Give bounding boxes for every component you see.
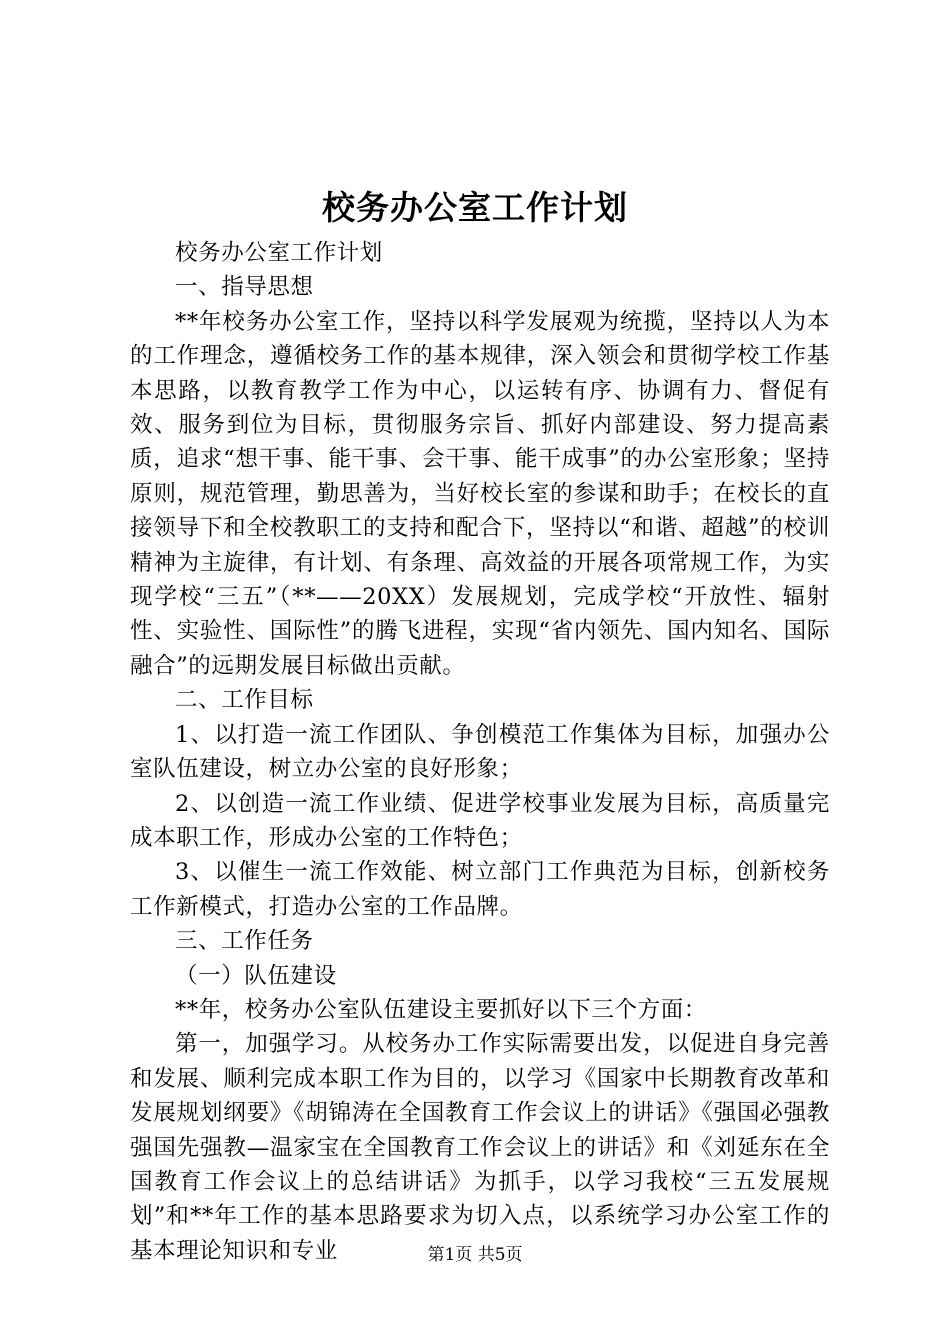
section-heading-work-goals: 二、工作目标: [175, 687, 314, 714]
paragraph-goal-2: 2、以创造一流工作业绩、促进学校事业发展为目标，高质量完成本职工作，形成办公室的工作特色；: [130, 790, 830, 851]
document-title: 校务办公室工作计划: [322, 188, 628, 227]
paragraph-team-building-intro: **年，校务办公室队伍建设主要抓好以下三个方面：: [175, 996, 707, 1023]
document-body: [130, 236, 830, 1268]
paragraph-strengthen-learning: 第一，加强学习。从校务办工作实际需要出发，以促进自身完善和发展、顺利完成本职工作为目的，以学习《国家中长期教育改革和发展规划纲要》《胡锦涛在全国教育工作会议上的讲话》《强国必强教强国先强教—温家宝在全国教育工作会议上的讲话》和《刘延东在全国教育工作会议上的总结讲话》为抓手，以学习我校“三五发展规划”和**年工作的基本思路要求为切入点，以系统学习办公室工作的基本理论知识和专业: [130, 1031, 830, 1264]
page-footer: 第1页 共5页: [427, 1245, 523, 1265]
paragraph-goal-1: 1、以打造一流工作团队、争创模范工作集体为目标，加强办公室队伍建设，树立办公室的良好形象；: [130, 721, 830, 783]
paragraph-subtitle: 校务办公室工作计划: [175, 240, 383, 266]
section-heading-work-tasks: 三、工作任务: [175, 928, 314, 955]
section-heading-guiding-thought: 一、指导思想: [175, 274, 314, 301]
subsection-heading-team-building: （一）队伍建设: [175, 962, 337, 989]
paragraph-goal-3: 3、以催生一流工作效能、树立部门工作典范为目标，创新校务工作新模式，打造办公室的工作品牌。: [130, 859, 830, 920]
paragraph-guiding-thought: **年校务办公室工作，坚持以科学发展观为统揽，坚持以人为本的工作理念，遵循校务工作的基本规律，深入领会和贯彻学校工作基本思路，以教育教学工作为中心，以运转有序、协调有力、督促有效、服务到位为目标，贯彻服务宗旨、抓好内部建设、努力提高素质，追求“想干事、能干事、会干事、能干成事”的办公室形象；坚持原则，规范管理，勤思善为，当好校长室的参谋和助手；在校长的直接领导下和全校教职工的支持和配合下，坚持以“和谐、超越”的校训精神为主旋律，有计划、有条理、高效益的开展各项常规工作，为实现学校“三五”（**——20XX）发展规划，完成学校“开放性、辐射性、实验性、国际性”的腾飞进程，实现“省内领先、国内知名、国际融合”的远期发展目标做出贡献。: [130, 308, 830, 679]
